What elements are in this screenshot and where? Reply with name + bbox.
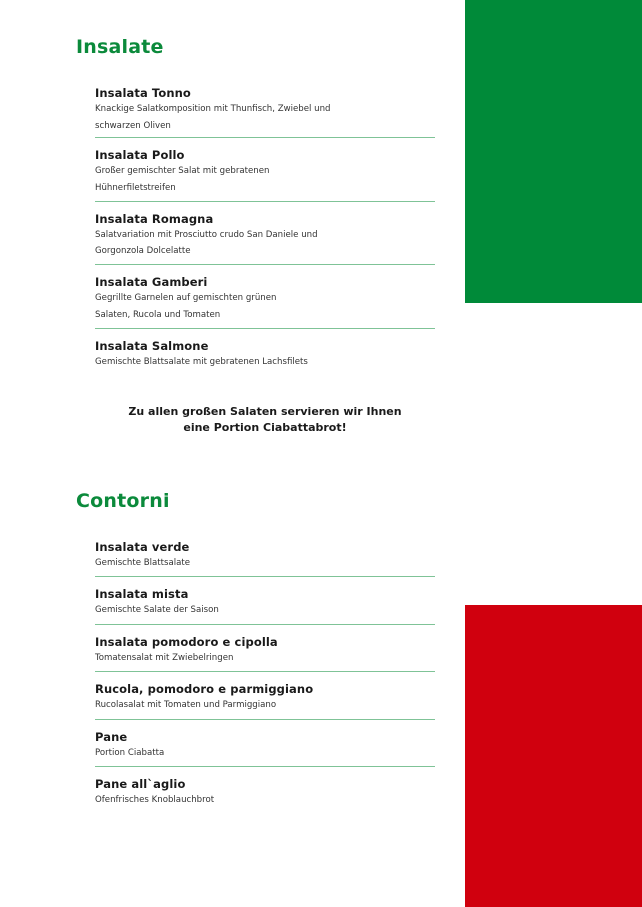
menu-item-name: Insalata Romagna xyxy=(95,211,214,226)
menu-item xyxy=(95,672,435,720)
flag-green-block xyxy=(465,0,642,303)
menu-item-name: Insalata verde xyxy=(95,540,190,554)
menu-item-name: Insalata pomodoro e cipolla xyxy=(95,634,278,649)
section-title-contorni: Contorni xyxy=(76,490,170,512)
menu-item-description: Gemischte Blattsalate mit gebratenen Lachsfilets xyxy=(95,356,308,367)
bread-note xyxy=(95,404,435,436)
menu-item-description: Salatvariation mit Prosciutto crudo San Daniele und Gorgonzola Dolcelatte xyxy=(95,229,318,256)
menu-item xyxy=(95,625,435,673)
menu-item-description: Großer gemischter Salat mit gebratenen Hühnerfiletstreifen xyxy=(95,166,270,193)
menu-item-description: Gegrillte Garnelen auf gemischten grünen Salaten, Rucola und Tomaten xyxy=(95,293,277,320)
bread-note-line-2: eine Portion Ciabattabrot! xyxy=(183,421,347,434)
menu-item xyxy=(95,265,435,329)
menu-item xyxy=(95,138,435,202)
menu-item-description: Gemischte Blattsalate xyxy=(95,558,191,568)
menu-item xyxy=(95,767,435,815)
menu-item xyxy=(95,720,435,768)
menu-item-name: Insalata Tonno xyxy=(95,86,191,100)
menu-item xyxy=(95,202,435,266)
section-title-insalate: Insalate xyxy=(76,36,164,58)
menu-item-name: Pane xyxy=(95,729,128,744)
menu-item-name: Pane all`aglio xyxy=(95,777,186,792)
menu-item-name: Insalata mista xyxy=(95,587,189,601)
menu-item xyxy=(95,540,435,577)
flag-red-block xyxy=(465,605,642,907)
menu-item xyxy=(95,329,435,376)
menu-item-name: Rucola, pomodoro e parmiggiano xyxy=(95,682,314,697)
menu-item-description: Rucolasalat mit Tomaten und Parmiggiano xyxy=(95,700,277,711)
menu-item-description: Ofenfrisches Knoblauchbrot xyxy=(95,795,215,806)
insalate-list xyxy=(95,86,435,376)
menu-item-description: Portion Ciabatta xyxy=(95,747,165,758)
menu-item xyxy=(95,577,435,625)
menu-item-description: Tomatensalat mit Zwiebelringen xyxy=(95,652,234,663)
contorni-list xyxy=(95,540,435,815)
menu-item-name: Insalata Salmone xyxy=(95,338,209,353)
menu-item xyxy=(95,86,435,138)
menu-item-name: Insalata Gamberi xyxy=(95,275,208,289)
menu-item-description: Knackige Salatkomposition mit Thunfisch, Zwiebel und schwarzen Oliven xyxy=(95,104,331,131)
menu-item-description: Gemischte Salate der Saison xyxy=(95,605,219,615)
bread-note-line-1: Zu allen großen Salaten servieren wir Ihnen xyxy=(128,405,402,418)
menu-item-name: Insalata Pollo xyxy=(95,148,185,162)
